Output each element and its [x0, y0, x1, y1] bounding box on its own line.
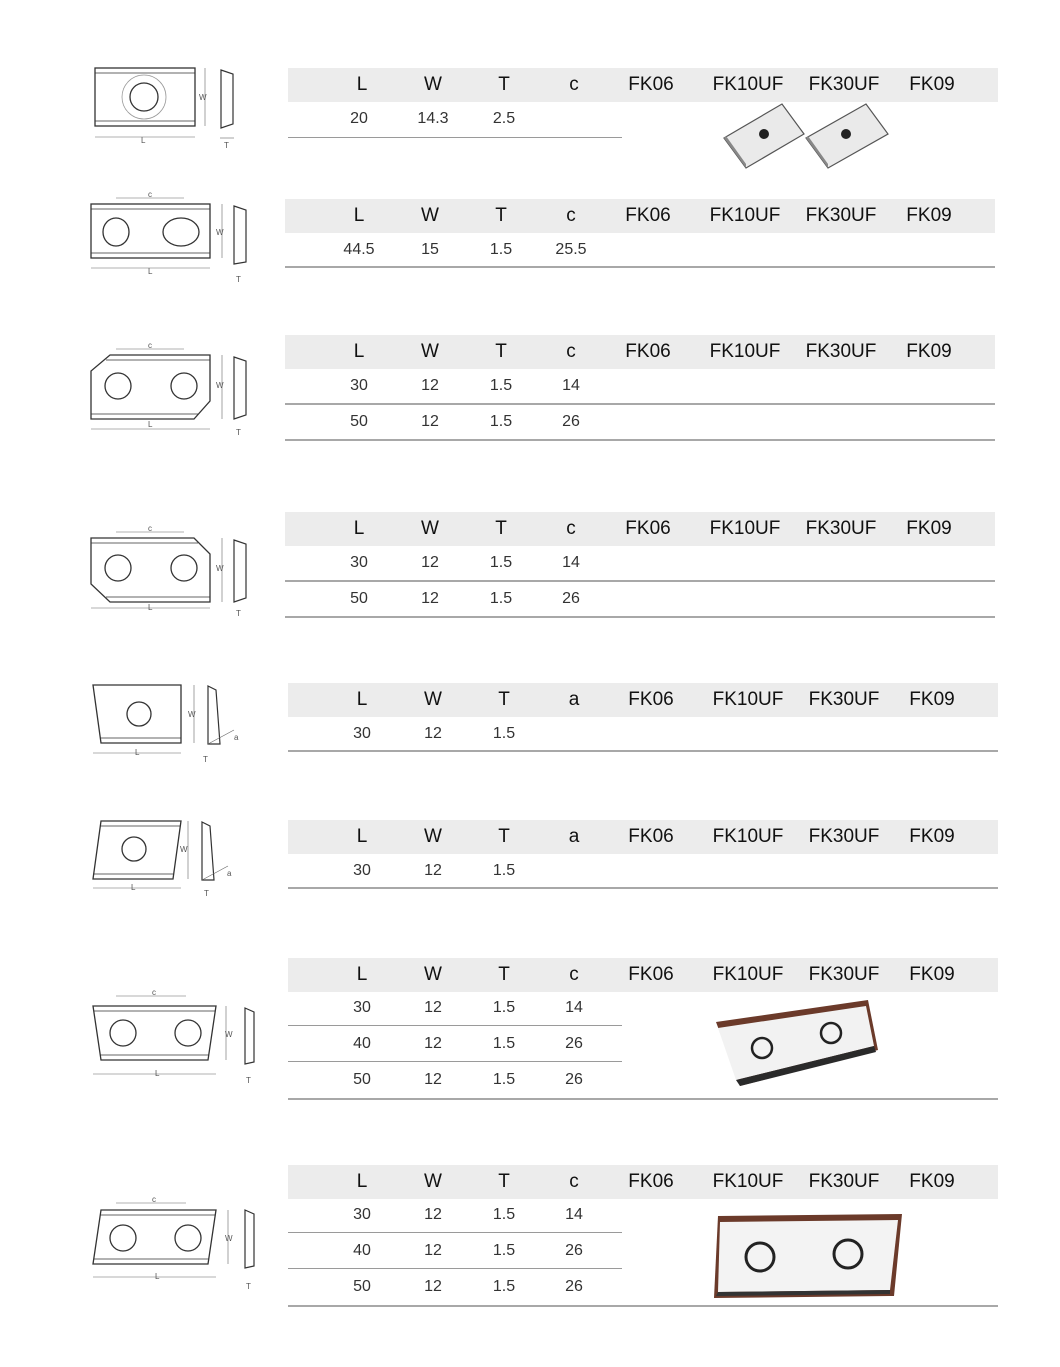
header-fk30uf: FK30UF [808, 74, 880, 95]
thickness-label: T [203, 755, 208, 764]
header-fk09: FK09 [906, 341, 952, 362]
thickness-label: T [236, 275, 241, 284]
header-t: T [495, 518, 507, 539]
width-label: W [199, 93, 207, 102]
cell-t: 1.5 [489, 554, 513, 571]
table-header [288, 820, 998, 854]
width-label: W [225, 1030, 233, 1039]
header-l: L [353, 205, 365, 226]
header-fk06: FK06 [628, 1171, 674, 1192]
header-fk30uf: FK30UF [808, 1171, 880, 1192]
header-a: a [568, 689, 580, 710]
cell-l: 30 [353, 725, 371, 742]
cell-w: 12 [424, 1071, 442, 1088]
header-fk09: FK09 [909, 964, 955, 985]
cell-t: 1.5 [489, 241, 513, 258]
header-w: W [421, 518, 439, 539]
header-l: L [356, 964, 368, 985]
cell-c: 25.5 [555, 241, 587, 258]
header-fk06: FK06 [625, 341, 671, 362]
header-fk06: FK06 [628, 74, 674, 95]
row-divider [288, 137, 622, 138]
cell-t: 1.5 [492, 1035, 516, 1052]
insert-drawing-1 [88, 62, 238, 152]
width-label: W [216, 564, 224, 573]
insert-drawing-3 [88, 343, 253, 438]
cell-l: 30 [350, 554, 368, 571]
row-divider [285, 616, 995, 618]
cell-c: 26 [562, 413, 580, 430]
cell-l: 40 [353, 1035, 371, 1052]
table-header [288, 1165, 998, 1199]
header-l: L [356, 74, 368, 95]
row-divider [288, 1232, 622, 1233]
header-w: W [421, 205, 439, 226]
cell-l: 30 [350, 377, 368, 394]
header-t: T [498, 826, 510, 847]
header-fk30uf: FK30UF [808, 689, 880, 710]
row-divider [285, 580, 995, 582]
header-fk10uf: FK10UF [712, 1171, 784, 1192]
table-header [285, 512, 995, 546]
table-header [285, 335, 995, 369]
length-label: L [155, 1272, 160, 1281]
header-l: L [356, 689, 368, 710]
header-fk09: FK09 [909, 689, 955, 710]
width-label: W [216, 228, 224, 237]
width-label: W [188, 710, 196, 719]
length-label: L [148, 267, 153, 276]
header-fk10uf: FK10UF [712, 689, 784, 710]
header-w: W [421, 341, 439, 362]
cell-t: 1.5 [489, 590, 513, 607]
length-label: L [148, 603, 153, 612]
header-w: W [424, 964, 442, 985]
header-a: a [568, 826, 580, 847]
header-c: c [569, 964, 579, 985]
cell-t: 1.5 [489, 413, 513, 430]
cell-l: 40 [353, 1242, 371, 1259]
header-l: L [356, 1171, 368, 1192]
thickness-label: T [204, 889, 209, 898]
insert-drawing-5 [88, 680, 248, 765]
header-fk09: FK09 [909, 74, 955, 95]
angle-label: a [234, 733, 239, 742]
cell-l: 20 [350, 110, 368, 127]
header-c: c [569, 1171, 579, 1192]
width-label: W [225, 1234, 233, 1243]
header-fk06: FK06 [628, 964, 674, 985]
cell-t: 2.5 [492, 110, 516, 127]
header-fk10uf: FK10UF [712, 74, 784, 95]
center-label: c [148, 190, 152, 199]
cell-w: 12 [424, 862, 442, 879]
table-header [288, 68, 998, 102]
header-fk30uf: FK30UF [808, 826, 880, 847]
cell-t: 1.5 [492, 862, 516, 879]
table-header [288, 958, 998, 992]
cell-c: 26 [562, 590, 580, 607]
header-w: W [424, 74, 442, 95]
cell-t: 1.5 [492, 999, 516, 1016]
cell-l: 44.5 [343, 241, 375, 258]
blade-photo-7 [712, 998, 892, 1095]
cell-c: 14 [565, 1206, 583, 1223]
header-fk10uf: FK10UF [709, 341, 781, 362]
cell-w: 12 [424, 1035, 442, 1052]
cell-w: 12 [421, 590, 439, 607]
thickness-label: T [224, 141, 229, 150]
length-label: L [155, 1069, 160, 1078]
table-header [285, 199, 995, 233]
insert-drawing-8 [88, 1197, 263, 1292]
length-label: L [131, 883, 136, 892]
cell-w: 14.3 [417, 110, 449, 127]
header-t: T [498, 1171, 510, 1192]
thickness-label: T [236, 428, 241, 437]
table-header [288, 683, 998, 717]
cell-l: 30 [353, 1206, 371, 1223]
blade-photo-8 [712, 1212, 907, 1307]
row-divider [288, 887, 998, 889]
header-l: L [356, 826, 368, 847]
header-c: c [566, 518, 576, 539]
header-fk09: FK09 [906, 518, 952, 539]
cell-t: 1.5 [492, 725, 516, 742]
header-c: c [566, 205, 576, 226]
cell-w: 15 [421, 241, 439, 258]
row-divider [288, 1061, 622, 1062]
row-divider [288, 750, 998, 752]
center-label: c [148, 341, 152, 350]
cell-w: 12 [421, 413, 439, 430]
insert-drawing-2 [88, 190, 253, 285]
row-divider [285, 439, 995, 441]
header-t: T [498, 74, 510, 95]
cell-w: 12 [424, 1242, 442, 1259]
cell-w: 12 [424, 1206, 442, 1223]
cell-c: 14 [565, 999, 583, 1016]
header-fk09: FK09 [909, 826, 955, 847]
header-c: c [566, 341, 576, 362]
center-label: c [152, 988, 156, 997]
header-fk06: FK06 [628, 689, 674, 710]
header-t: T [495, 341, 507, 362]
header-fk30uf: FK30UF [805, 205, 877, 226]
blade-photo-pair [720, 100, 900, 177]
cell-c: 26 [565, 1071, 583, 1088]
header-w: W [424, 826, 442, 847]
thickness-label: T [246, 1282, 251, 1291]
width-label: W [216, 381, 224, 390]
cell-l: 50 [353, 1071, 371, 1088]
header-fk30uf: FK30UF [805, 518, 877, 539]
header-t: T [498, 689, 510, 710]
cell-w: 12 [424, 725, 442, 742]
cell-w: 12 [421, 554, 439, 571]
header-fk30uf: FK30UF [808, 964, 880, 985]
row-divider [285, 403, 995, 405]
header-fk09: FK09 [906, 205, 952, 226]
cell-l: 50 [353, 1278, 371, 1295]
cell-t: 1.5 [489, 377, 513, 394]
header-fk10uf: FK10UF [709, 518, 781, 539]
row-divider [285, 266, 995, 268]
header-fk06: FK06 [628, 826, 674, 847]
cell-t: 1.5 [492, 1278, 516, 1295]
header-fk30uf: FK30UF [805, 341, 877, 362]
header-fk09: FK09 [909, 1171, 955, 1192]
header-c: c [569, 74, 579, 95]
row-divider [288, 1025, 622, 1026]
row-divider [288, 1268, 622, 1269]
cell-t: 1.5 [492, 1071, 516, 1088]
width-label: W [180, 845, 188, 854]
header-t: T [495, 205, 507, 226]
header-fk10uf: FK10UF [712, 826, 784, 847]
cell-c: 26 [565, 1242, 583, 1259]
header-l: L [353, 341, 365, 362]
header-t: T [498, 964, 510, 985]
thickness-label: T [236, 609, 241, 618]
cell-l: 30 [353, 999, 371, 1016]
cell-t: 1.5 [492, 1242, 516, 1259]
header-l: L [353, 518, 365, 539]
row-divider [288, 1098, 998, 1100]
header-fk10uf: FK10UF [709, 205, 781, 226]
header-w: W [424, 689, 442, 710]
cell-l: 30 [353, 862, 371, 879]
insert-drawing-7 [88, 990, 263, 1085]
cell-w: 12 [424, 1278, 442, 1295]
header-fk06: FK06 [625, 518, 671, 539]
insert-drawing-4 [88, 526, 253, 621]
cell-c: 26 [565, 1278, 583, 1295]
length-label: L [141, 136, 146, 145]
length-label: L [135, 748, 140, 757]
cell-c: 26 [565, 1035, 583, 1052]
cell-c: 14 [562, 554, 580, 571]
header-fk06: FK06 [625, 205, 671, 226]
angle-label: a [227, 869, 232, 878]
cell-t: 1.5 [492, 1206, 516, 1223]
cell-l: 50 [350, 413, 368, 430]
header-w: W [424, 1171, 442, 1192]
length-label: L [148, 420, 153, 429]
insert-drawing-6 [88, 816, 248, 901]
center-label: c [148, 524, 152, 533]
thickness-label: T [246, 1076, 251, 1085]
header-fk10uf: FK10UF [712, 964, 784, 985]
cell-c: 14 [562, 377, 580, 394]
cell-w: 12 [424, 999, 442, 1016]
center-label: c [152, 1195, 156, 1204]
cell-w: 12 [421, 377, 439, 394]
cell-l: 50 [350, 590, 368, 607]
